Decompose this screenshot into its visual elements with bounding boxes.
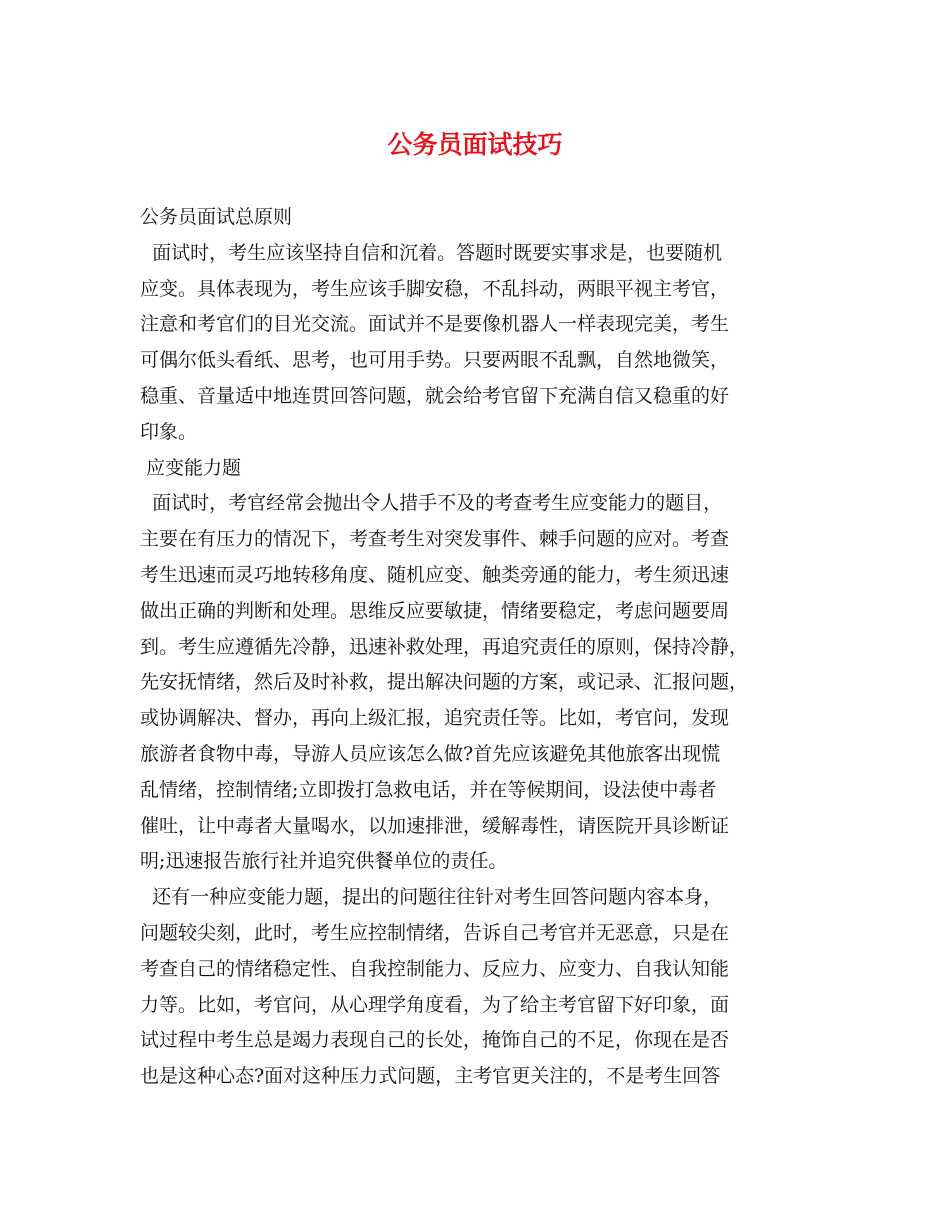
text-line: 到。考生应遵循先冷静，迅速补救处理，再追究责任的原则，保持冷静，	[140, 635, 749, 658]
text-line: 公务员面试总原则	[140, 206, 293, 228]
text-line: 注意和考官们的目光交流。面试并不是要像机器人一样表现完美，考生	[140, 313, 730, 336]
text-line: 面试时，考官经常会抛出令人措手不及的考查考生应变能力的题目，	[140, 492, 723, 515]
text-line: 试过程中考生总是竭力表现自己的长处，掩饰自己的不足，你现在是否	[140, 1029, 730, 1052]
text-line: 面试时，考生应该坚持自信和沉着。答题时既要实事求是，也要随机	[140, 241, 723, 264]
text-line: 旅游者食物中毒，导游人员应该怎么做?首先应该避免其他旅客出现慌	[140, 742, 721, 765]
document-title: 公务员面试技巧	[387, 130, 563, 159]
text-line: 问题较尖刻，此时，考生应控制情绪，告诉自己考官并无恶意，只是在	[140, 921, 730, 944]
text-line: 应变。具体表现为，考生应该手脚安稳，不乱抖动，两眼平视主考官，	[140, 277, 730, 300]
text-line: 印象。	[140, 420, 198, 443]
text-line: 先安抚情绪，然后及时补救，提出解决问题的方案，或记录、汇报问题，	[140, 671, 749, 694]
text-line: 主要在有压力的情况下，考查考生对突发事件、棘手问题的应对。考查	[140, 528, 730, 551]
text-line: 或协调解决、督办，再向上级汇报，追究责任等。比如，考官问，发现	[140, 707, 730, 730]
text-line: 可偶尔低头看纸、思考，也可用手势。只要两眼不乱飘，自然地微笑，	[140, 349, 730, 372]
text-line: 应变能力题	[140, 456, 242, 479]
text-line: 乱情绪，控制情绪;立即拨打急救电话，并在等候期间，设法使中毒者	[140, 778, 717, 801]
text-line: 也是这种心态?面对这种压力式问题，主考官更关注的，不是考生回答	[140, 1065, 721, 1088]
text-line: 做出正确的判断和处理。思维反应要敏捷，情绪要稳定，考虑问题要周	[140, 599, 730, 622]
text-line: 稳重、音量适中地连贯回答问题，就会给考官留下充满自信又稳重的好	[140, 384, 730, 407]
text-line: 考生迅速而灵巧地转移角度、随机应变、触类旁通的能力，考生须迅速	[140, 563, 730, 586]
text-line: 力等。比如，考官问，从心理学角度看，为了给主考官留下好印象，面	[140, 993, 730, 1016]
document-body	[140, 200, 820, 1095]
text-line: 考查自己的情绪稳定性、自我控制能力、反应力、应变力、自我认知能	[140, 957, 730, 980]
text-line: 催吐，让中毒者大量喝水，以加速排泄，缓解毒性，请医院开具诊断证	[140, 814, 730, 837]
text-line: 明;迅速报告旅行社并追究供餐单位的责任。	[140, 850, 508, 873]
text-line: 还有一种应变能力题，提出的问题往往针对考生回答问题内容本身，	[140, 886, 723, 909]
